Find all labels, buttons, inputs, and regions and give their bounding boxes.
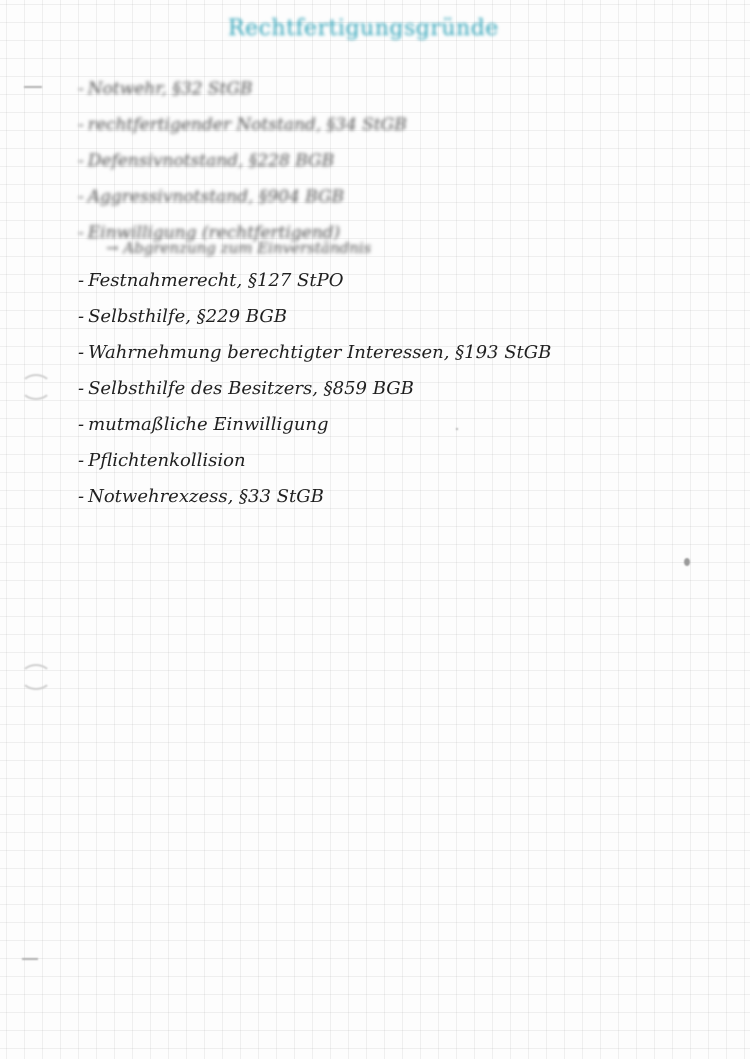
list-item-text: Einwilligung (rechtfertigend) — [87, 223, 341, 243]
list-dash: - — [78, 378, 85, 399]
list-item — [78, 182, 718, 218]
list-item — [78, 218, 718, 266]
list-item-text: Festnahmerecht, §127 StPO — [88, 270, 344, 291]
list-dash: - — [78, 306, 85, 327]
list-item-text: Wahrnehmung berechtigter Interessen, §193 StGB — [88, 342, 552, 363]
list-item — [78, 302, 718, 338]
list-item — [78, 338, 718, 374]
list-item — [78, 374, 718, 410]
punch-hole — [20, 664, 52, 690]
list-item-text: Selbsthilfe des Besitzers, §859 BGB — [88, 378, 414, 399]
list-dash: - — [78, 414, 85, 435]
paper-speck — [684, 558, 690, 566]
list-item — [78, 410, 718, 446]
list-item-text: rechtfertigender Notstand, §34 StGB — [87, 115, 407, 135]
list-dash: - — [78, 187, 84, 207]
list-item-text: Pflichtenkollision — [88, 450, 246, 471]
list-dash: - — [78, 151, 84, 171]
list-item-text: Defensivnotstand, §228 BGB — [87, 151, 335, 171]
page-title: Rechtfertigungsgründe — [228, 16, 499, 41]
list-item-text: Notwehrexzess, §33 StGB — [88, 486, 324, 507]
list-item-text: Aggressivnotstand, §904 BGB — [87, 187, 345, 207]
list-dash: - — [78, 79, 84, 99]
notes-list — [78, 74, 718, 518]
punch-hole — [20, 374, 52, 400]
list-item — [78, 266, 718, 302]
list-item-subnote: → Abgrenzung zum Einverständnis — [106, 239, 372, 257]
list-dash: - — [78, 342, 85, 363]
list-item — [78, 446, 718, 482]
list-dash: - — [78, 486, 85, 507]
list-item — [78, 146, 718, 182]
list-dash: - — [78, 450, 85, 471]
list-item — [78, 74, 718, 110]
list-item-text: Notwehr, §32 StGB — [87, 79, 253, 99]
list-dash: - — [78, 115, 84, 135]
margin-mark — [22, 958, 38, 960]
list-item — [78, 482, 718, 518]
list-item-text: mutmaßliche Einwilligung — [88, 414, 329, 435]
list-dash: - — [78, 223, 84, 243]
list-item — [78, 110, 718, 146]
list-dash: - — [78, 270, 85, 291]
list-item-text: Selbsthilfe, §229 BGB — [88, 306, 287, 327]
margin-mark — [24, 86, 42, 88]
